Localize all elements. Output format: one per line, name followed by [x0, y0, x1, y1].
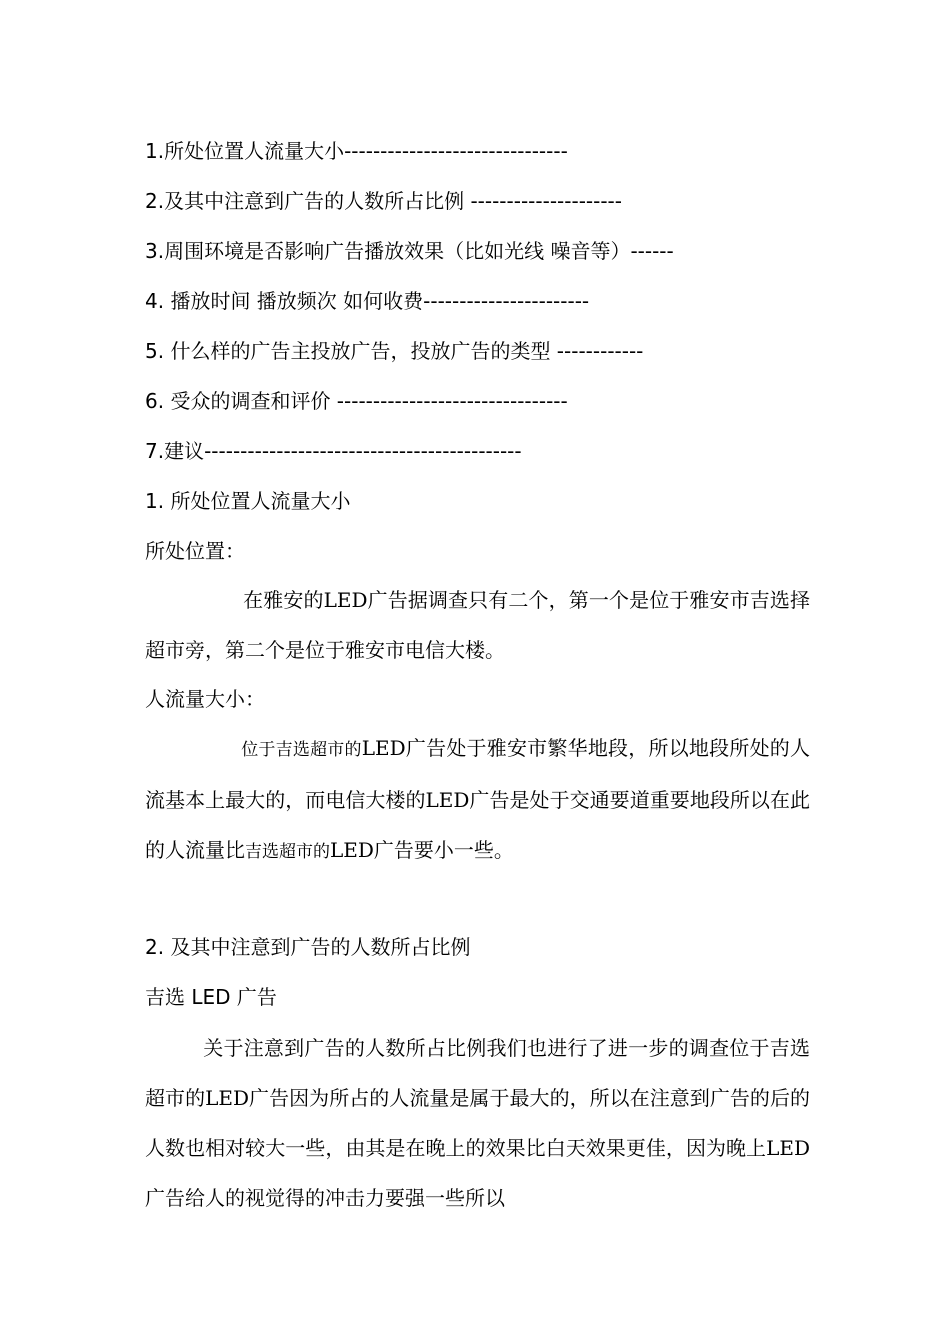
- toc-item-4: 4. 播放时间 播放频次 如何收费-----------------------: [145, 289, 590, 313]
- traffic-text-b: LED广告要小一些。: [330, 838, 514, 862]
- section2-body: 关于注意到广告的人数所占比例我们也进行了进一步的调查位于吉选超市的LED广告因为所占的人流量是属于最大的，所以在注意到广告的后的人数也相对较大一些，由其是在晚上的效果比白天效果更佳，因为晚上LED广告给人的视觉得的冲击力要强一些所以: [145, 1036, 810, 1210]
- toc-item-3: 3.周围环境是否影响广告播放效果（比如光线 噪音等）------: [145, 239, 674, 263]
- location-text: 在雅安的LED广告据调查只有二个，第一个是位于雅安市吉选择超市旁，第二个是位于雅安市电信大楼。: [145, 588, 810, 662]
- location-label: 所处位置：: [145, 539, 245, 563]
- traffic-label: 人流量大小：: [145, 687, 265, 711]
- section2-paragraph: [145, 1023, 810, 1223]
- toc-item-2: 2.及其中注意到广告的人数所占比例 ---------------------: [145, 189, 622, 213]
- section2-heading: 2. 及其中注意到广告的人数所占比例: [145, 935, 471, 959]
- section1-heading: 1. 所处位置人流量大小: [145, 489, 351, 513]
- location-paragraph: [145, 575, 810, 675]
- traffic-lead: 位于吉选超市的: [241, 740, 362, 760]
- traffic-paragraph: [145, 723, 810, 877]
- traffic-text-a: LED广告处于雅安市繁华地段，所以地段所处的人流基本上最大的，而电信大楼的LED广告是处于交通要道重要地段所以在此的人流量比: [145, 736, 811, 862]
- toc-item-5: 5. 什么样的广告主投放广告，投放广告的类型 ------------: [145, 339, 644, 363]
- toc-item-7: 7.建议--------------------------------------------: [145, 439, 522, 463]
- toc-item-1: 1.所处位置人流量大小-------------------------------: [145, 139, 568, 163]
- jixuan-led-label: 吉选 LED 广告: [145, 985, 277, 1009]
- traffic-inline: 吉选超市的: [245, 842, 330, 862]
- toc-item-6: 6. 受众的调查和评价 --------------------------------: [145, 389, 568, 413]
